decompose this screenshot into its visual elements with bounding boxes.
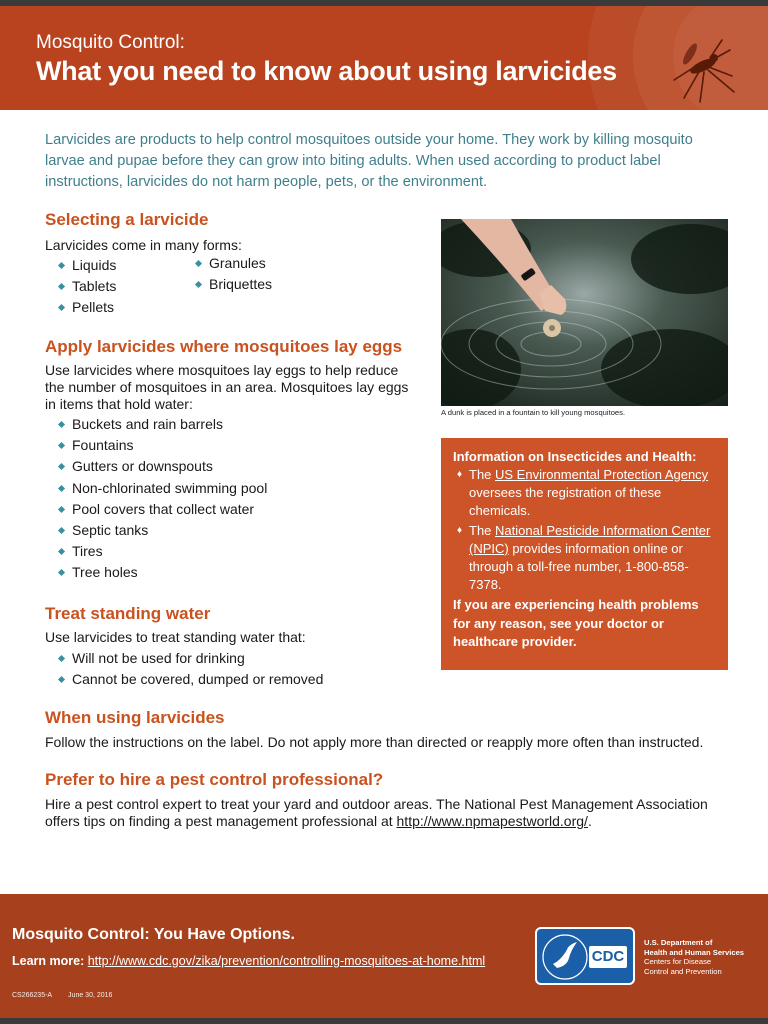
list-item: ♦ The US Environmental Protection Agency oversees the registration of these chemicals.: [453, 466, 716, 520]
mosquito-icon: [666, 36, 738, 108]
list-item: Tree holes: [59, 562, 267, 583]
bottom-bar: [0, 1018, 768, 1024]
standing-water-list: [59, 648, 323, 690]
page-title: What you need to know about using larvicides: [36, 56, 617, 86]
list-item: Will not be used for drinking: [59, 648, 323, 669]
section-heading-hire: Prefer to hire a pest control professional?: [45, 770, 384, 789]
npma-link[interactable]: http://www.npmapestworld.org/: [396, 813, 588, 829]
npic-link[interactable]: National Pesticide Information Center (NPIC): [469, 523, 711, 556]
doc-meta: [12, 992, 126, 999]
list-item: Cannot be covered, dumped or removed: [59, 669, 323, 690]
selecting-text: Larvicides come in many forms:: [45, 237, 242, 253]
hhs-cdc-logo: [535, 927, 635, 985]
list-item: Tablets: [59, 276, 116, 297]
header-subtitle: Mosquito Control:: [36, 32, 185, 53]
fountain-photo: [441, 219, 728, 406]
learn-more: Learn more: http://www.cdc.gov/zika/prevention/controlling-mosquitoes-at-home.html: [12, 954, 486, 968]
cdc-zika-link[interactable]: http://www.cdc.gov/zika/prevention/controlling-mosquitoes-at-home.html: [87, 954, 486, 968]
using-text: Follow the instructions on the label. Do not apply more than directed or reapply more often than instructed.: [45, 734, 704, 750]
footer-tagline: Mosquito Control: You Have Options.: [12, 926, 295, 943]
page-header: [0, 6, 768, 110]
doc-code: CS266235-A: [12, 992, 53, 999]
list-item: Gutters or downspouts: [59, 456, 267, 477]
section-heading-using: When using larvicides: [45, 708, 225, 727]
doc-date: June 30, 2016: [68, 992, 113, 999]
epa-link[interactable]: US Environmental Protection Agency: [495, 467, 709, 482]
photo-caption: A dunk is placed in a fountain to kill young mosquitoes.: [441, 408, 626, 417]
list-item: Tires: [59, 541, 267, 562]
list-item: Fountains: [59, 435, 267, 456]
list-item: Pool covers that collect water: [59, 499, 267, 520]
hire-text: Hire a pest control expert to treat your yard and outdoor areas. The National Pest Management Association offers tips on finding a pest management professional at http://www.npmapestworld.org/.: [45, 796, 708, 829]
list-item: Granules: [196, 253, 272, 274]
fountain-image: [441, 219, 728, 406]
section-heading-selecting: Selecting a larvicide: [45, 210, 209, 229]
info-box: [441, 438, 728, 670]
list-item: Buckets and rain barrels: [59, 414, 267, 435]
section-heading-apply: Apply larvicides where mosquitoes lay eggs: [45, 337, 403, 356]
list-item: Pellets: [59, 297, 116, 318]
list-item: Briquettes: [196, 274, 272, 295]
list-item: ♦ The National Pesticide Information Center (NPIC) provides information online or through a toll-free number, 1-800-858-7378.: [453, 522, 716, 594]
intro-paragraph: Larvicides are products to help control mosquitoes outside your home. They work by killing mosquito larvae and pupae before they can grow into biting adults. When used according to product label instructions, larvicides do not harm people, pets, or the environment.: [45, 132, 693, 190]
egg-sites-list: [59, 414, 267, 584]
larvicide-forms-list-2: [196, 253, 272, 295]
health-warning: If you are experiencing health problems for any reason, see your doctor or healthcare provider.: [453, 597, 699, 649]
list-item: Non-chlorinated swimming pool: [59, 478, 267, 499]
larvicide-forms-list-1: [59, 255, 116, 319]
cdc-wordmark: CDC: [589, 946, 627, 968]
section-heading-treat: Treat standing water: [45, 604, 211, 623]
list-item: Liquids: [59, 255, 116, 276]
info-list: [453, 466, 716, 594]
info-box-title: Information on Insecticides and Health:: [453, 449, 697, 464]
apply-text: Use larvicides where mosquitoes lay eggs to help reduce the number of mosquitoes in an area. Mosquitoes lay eggs in items that hold water:: [45, 362, 409, 412]
page-footer: [0, 894, 768, 1018]
hhs-text: U.S. Department of Health and Human Services Centers for Disease Control and Prevention: [644, 938, 745, 976]
list-item: Septic tanks: [59, 520, 267, 541]
hhs-eagle-icon: [539, 930, 591, 984]
treat-text: Use larvicides to treat standing water that:: [45, 629, 306, 645]
